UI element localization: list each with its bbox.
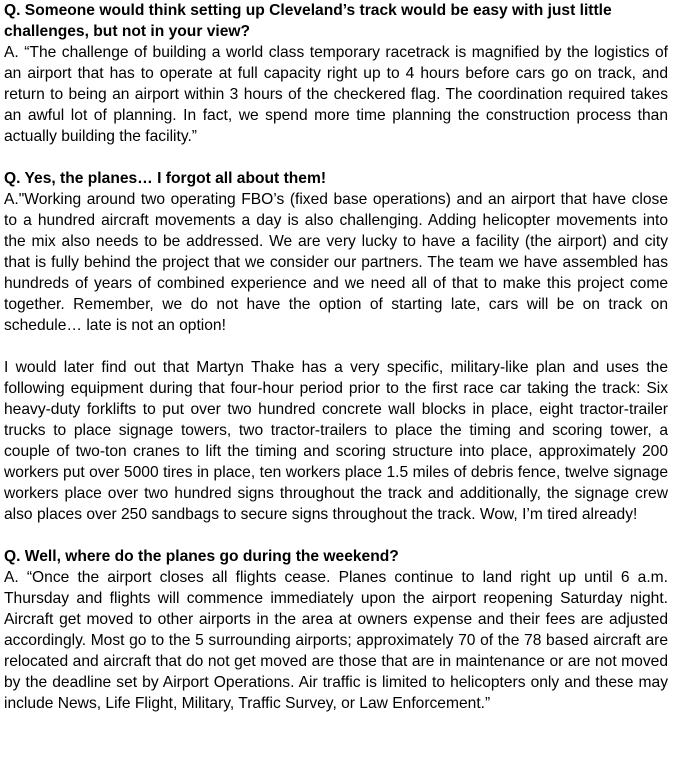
paragraph-spacer bbox=[4, 525, 668, 546]
answer-text: A."Working around two operating FBO’s (fixed base operations) and an airport that have close to a hundred aircraft movements a day is also challenging. Adding helicopter movements into the mix also needs to be addressed. We are very lucky to have a facility (the airport) and city that is fully behind the project that we consider our partners. The team we have assembled has hundreds of years of combined experience and we need all of that to make this project come together. Remember, we do not have the option of starting late, cars will be on track on schedule… late is not an option! bbox=[4, 191, 668, 334]
answer-text: A. “The challenge of building a world class temporary racetrack is magnified by the logistics of an airport that has to operate at full capacity right up to 4 hours before cars go on track, and return to being an airport within 3 hours of the checkered flag. The coordination required takes an awful lot of planning. In fact, we spend more time planning the construction process than actually building the facility.” bbox=[4, 44, 668, 145]
question-text: Q. Someone would think setting up Cleveland’s track would be easy with just little challenges, but not in your view? bbox=[4, 2, 612, 40]
answer-text: A. “Once the airport closes all flights cease. Planes continue to land right up until 6 a.m. Thursday and flights will commence immediately upon the airport reopening Saturday night. Aircraft get moved to other airports in the area at owners expense and their fees are adjusted accordingly. Most go to the 5 surrounding airports; approximately 70 of the 78 based aircraft are relocated and aircraft that do not get moved are those that are in maintenance or are not moved by the deadline set by Airport Operations. Air traffic is limited to helicopters only and these may include News, Life Flight, Military, Traffic Survey, or Law Enforcement.” bbox=[4, 569, 668, 712]
qa-block-weekend-planes bbox=[4, 546, 668, 714]
qa-block-planes bbox=[4, 168, 668, 336]
question-text: Q. Yes, the planes… I forgot all about them! bbox=[4, 170, 327, 187]
paragraph-spacer bbox=[4, 147, 668, 168]
narrative-block-equipment bbox=[4, 357, 668, 525]
narrative-paragraph: I would later find out that Martyn Thake has a very specific, military-like plan and uses the following equipment during that four-hour period prior to the first race car taking the track: Six heavy-duty forklifts to put over two hundred concrete wall blocks in place, eight tractor-trailer trucks to place signage towers, two tractor-trailers to place the timing and scoring tower, a couple of two-ton cranes to lift the timing and scoring structure into place, approximately 200 workers put over 5000 tires in place, ten workers place 1.5 miles of debris fence, twelve signage workers place over two hundred signs throughout the track and additionally, the signage crew also places over 250 sandbags to secure signs throughout the track. Wow, I’m tired already! bbox=[4, 359, 668, 523]
question-text: Q. Well, where do the planes go during the weekend? bbox=[4, 548, 399, 565]
paragraph-spacer bbox=[4, 336, 668, 357]
qa-block-cleveland-track bbox=[4, 0, 668, 147]
